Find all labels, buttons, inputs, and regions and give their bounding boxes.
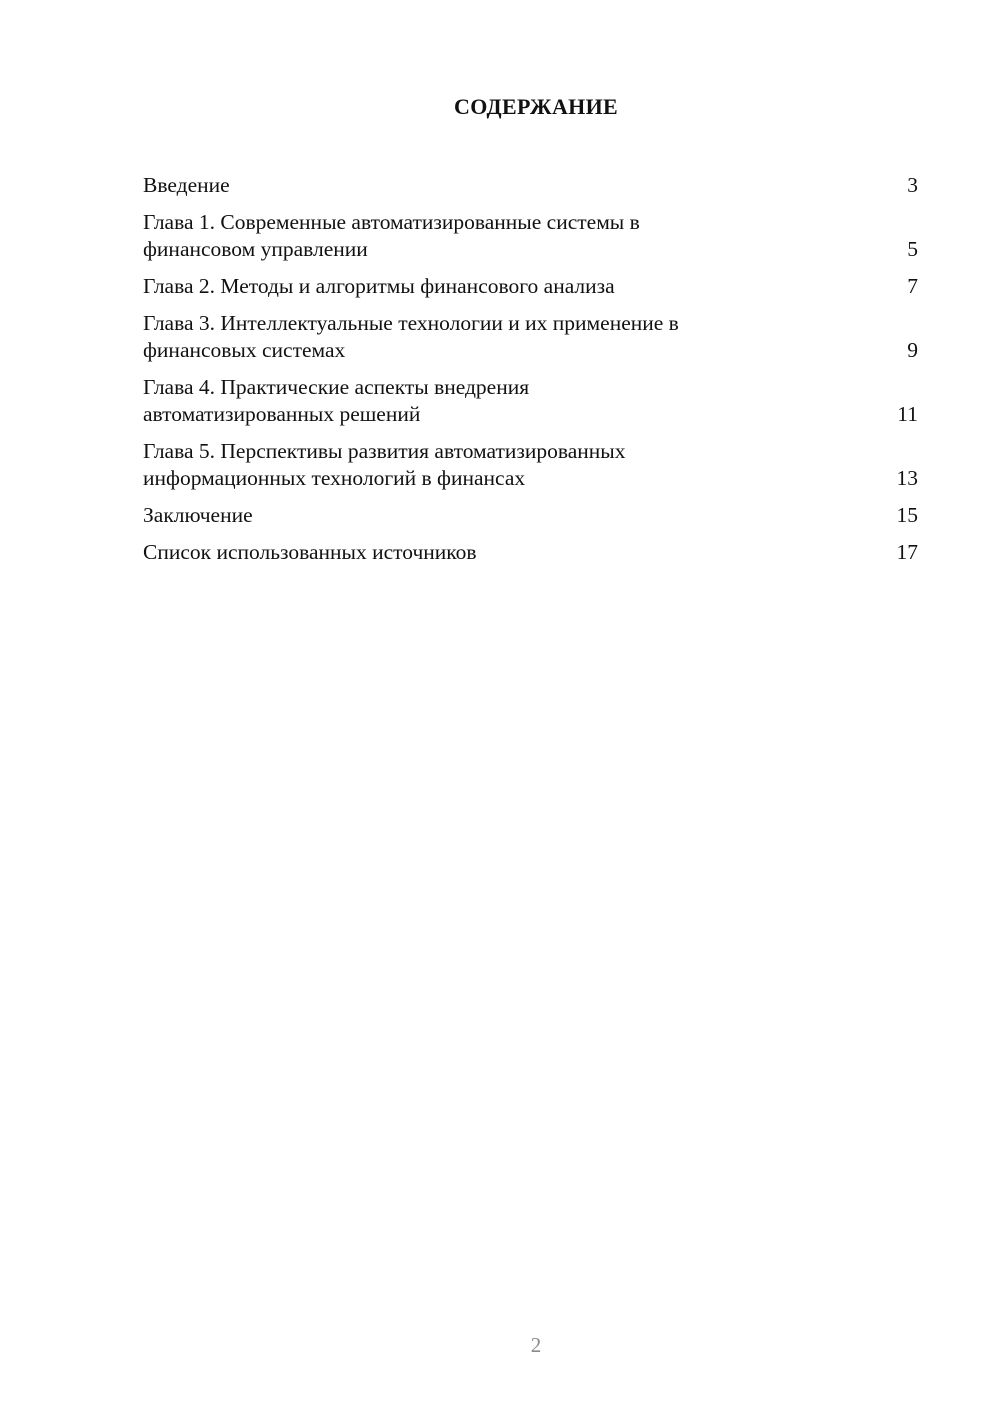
toc-entry-text xyxy=(143,438,888,492)
toc-entry-line: Глава 4. Практические аспекты внедрения xyxy=(143,375,530,399)
toc-entry-page-number: 15 xyxy=(896,503,918,527)
toc-entry-line: Заключение xyxy=(143,503,253,527)
toc-entry-text xyxy=(143,502,888,529)
toc-entry-text xyxy=(143,209,888,263)
toc-entry-page-number: 17 xyxy=(896,540,918,564)
toc-entry-text xyxy=(143,539,888,566)
toc-entry-line: финансовом управлении xyxy=(143,237,368,261)
toc-entry-text xyxy=(143,172,888,199)
toc-entry-line: Глава 3. Интеллектуальные технологии и их применение в xyxy=(143,311,679,335)
toc-entry-page-number: 13 xyxy=(896,466,918,490)
toc-entry-chapter-4 xyxy=(143,374,918,428)
toc-entry-page-number: 7 xyxy=(907,274,918,298)
toc-entry-chapter-3 xyxy=(143,310,918,364)
toc-entry-chapter-2 xyxy=(143,273,918,300)
toc-entry-page-number: 11 xyxy=(897,402,918,426)
toc-entry-page-number: 5 xyxy=(907,237,918,261)
toc-entry-line: Глава 5. Перспективы развития автоматизированных xyxy=(143,439,626,463)
toc-entry-line: информационных технологий в финансах xyxy=(143,466,526,490)
toc-entry-text xyxy=(143,310,888,364)
toc-entry-chapter-1 xyxy=(143,209,918,263)
toc-title: СОДЕРЖАНИЕ xyxy=(454,94,618,119)
toc-entry-references xyxy=(143,539,918,566)
toc-list xyxy=(143,172,918,576)
toc-entry-conclusion xyxy=(143,502,918,529)
toc-entry-chapter-5 xyxy=(143,438,918,492)
toc-entry-line: Глава 2. Методы и алгоритмы финансового анализа xyxy=(143,274,615,298)
toc-entry-text xyxy=(143,374,888,428)
toc-entry-line: Список использованных источников xyxy=(143,540,477,564)
toc-entry-page-number: 3 xyxy=(907,173,918,197)
toc-entry-line: Введение xyxy=(143,173,230,197)
toc-entry-text xyxy=(143,273,888,300)
toc-entry-introduction xyxy=(143,172,918,199)
page-number: 2 xyxy=(530,1333,542,1357)
toc-entry-page-number: 9 xyxy=(907,338,918,362)
toc-entry-line: Глава 1. Современные автоматизированные системы в xyxy=(143,210,640,234)
toc-entry-line: автоматизированных решений xyxy=(143,402,421,426)
toc-entry-line: финансовых системах xyxy=(143,338,346,362)
